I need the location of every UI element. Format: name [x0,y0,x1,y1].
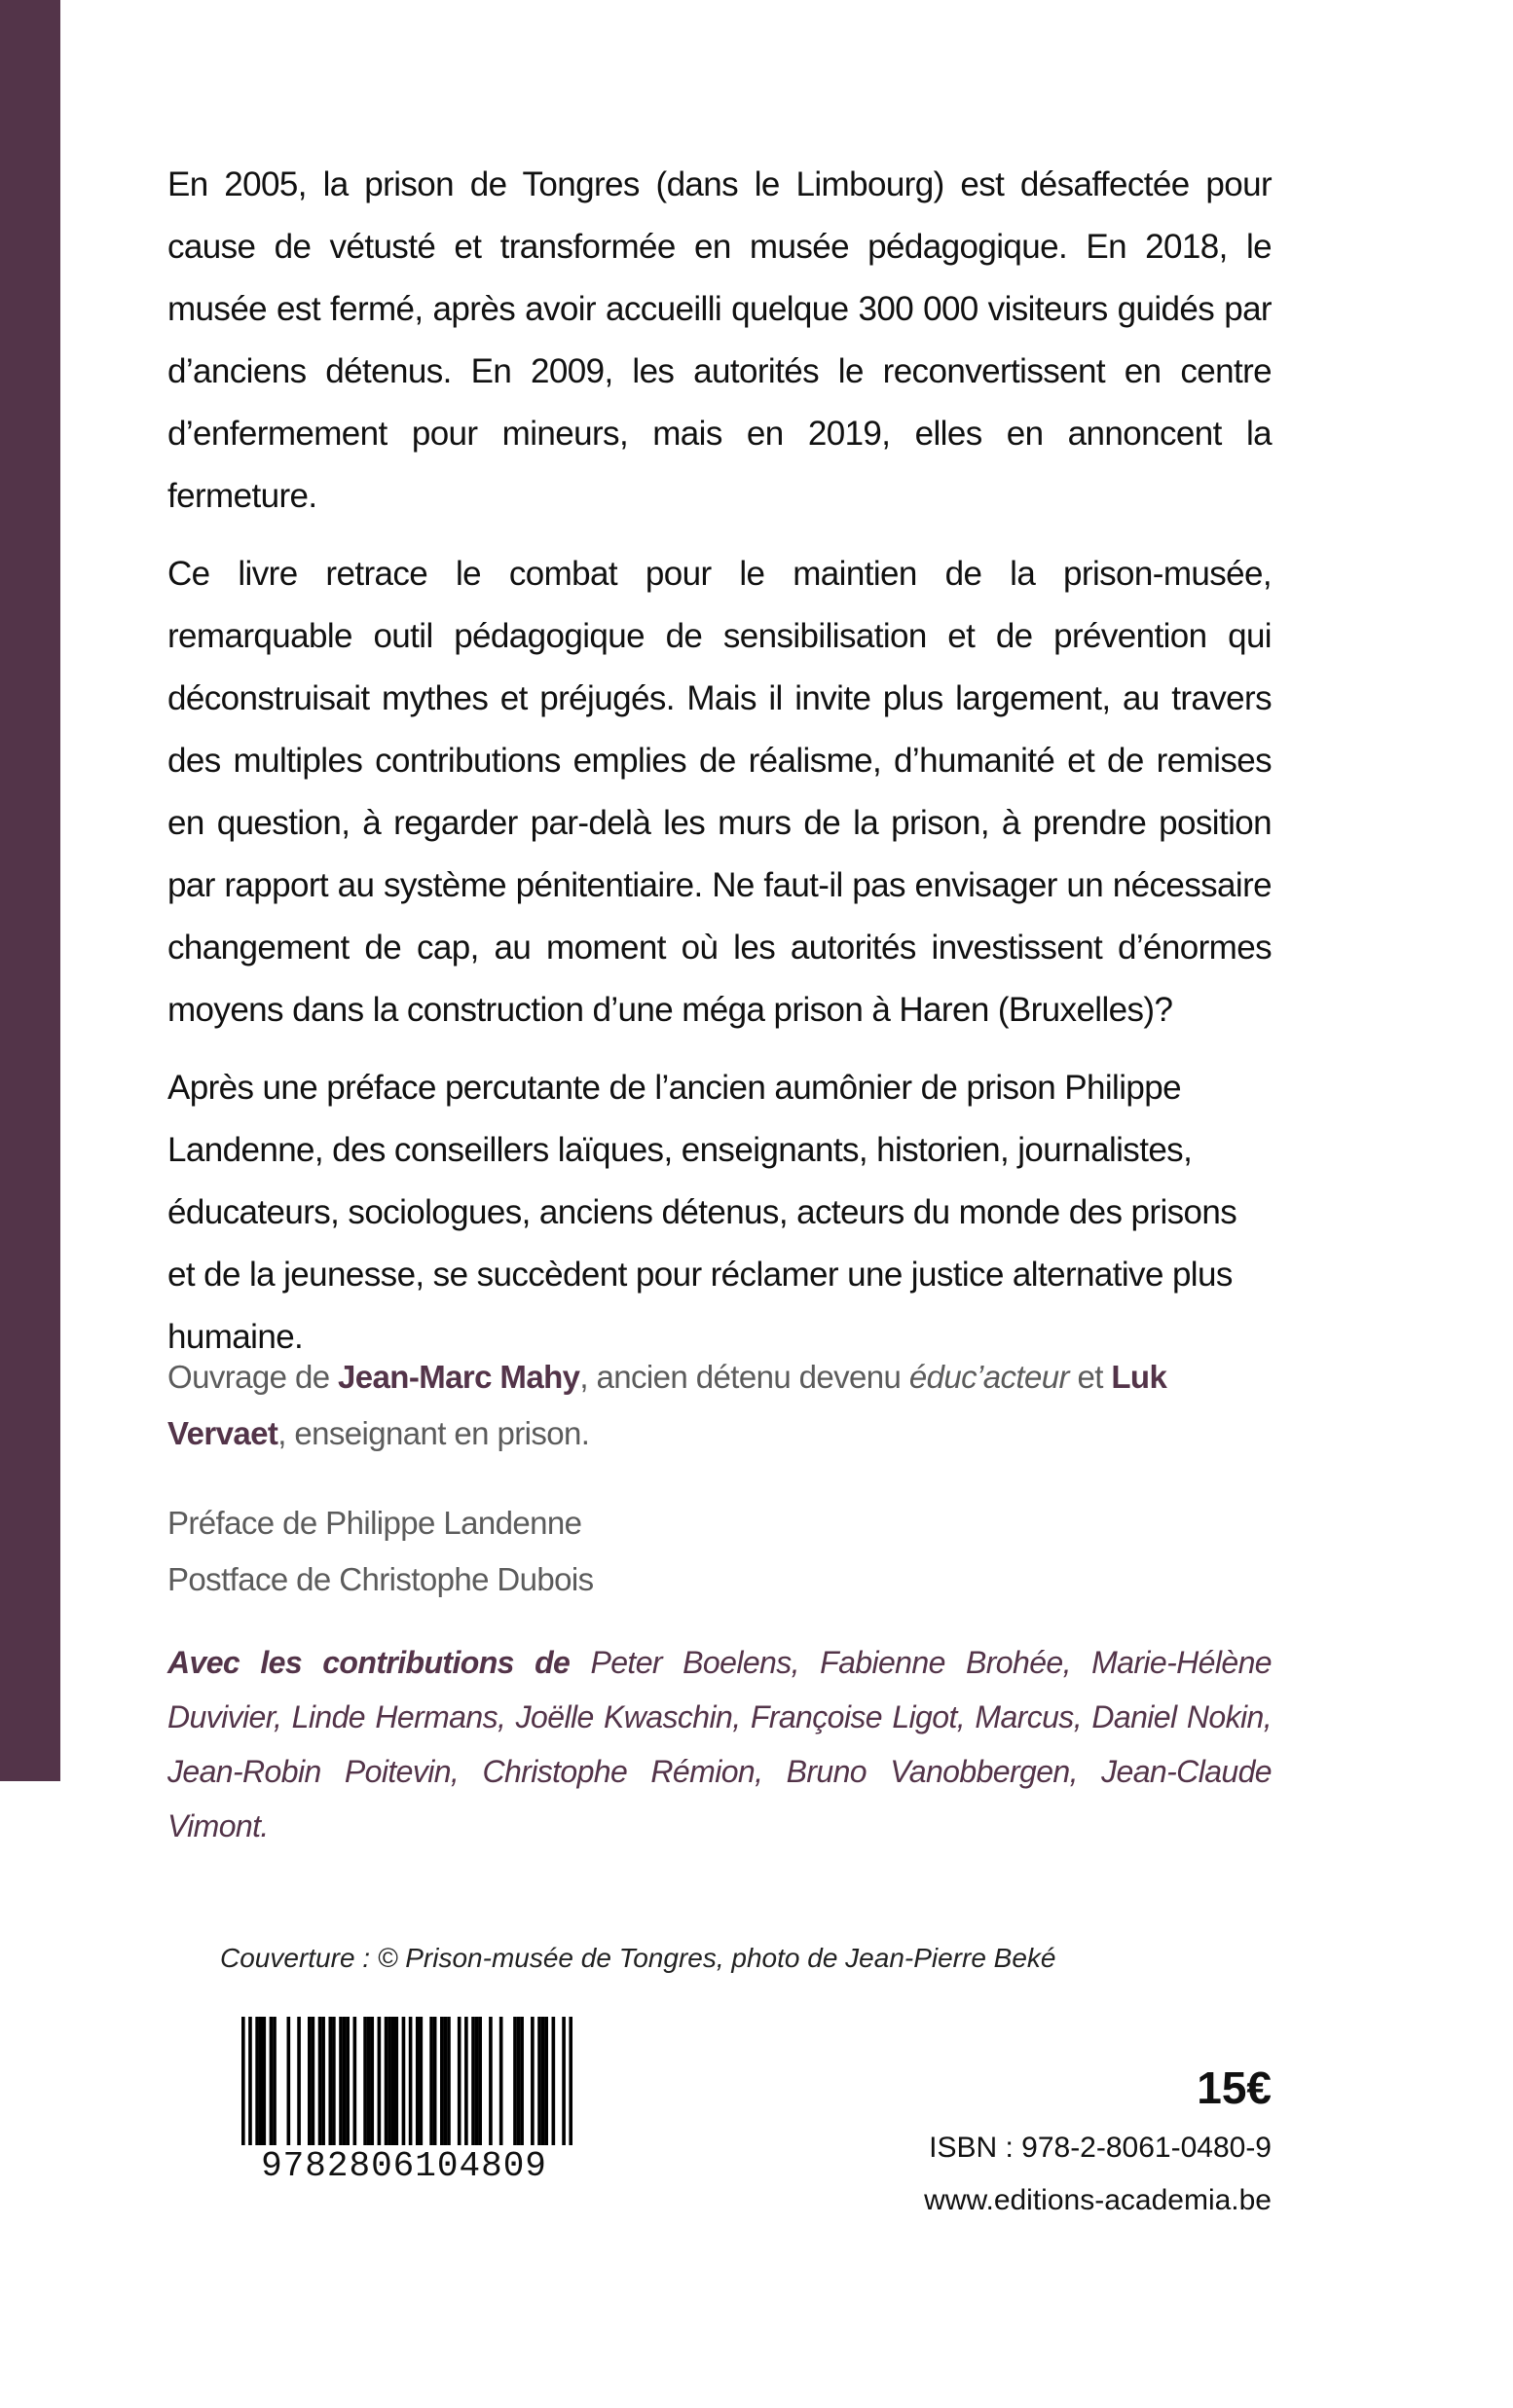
coauthor-name: Luk Vervaet [167,1359,1167,1451]
spine-color-bar [0,0,60,1781]
authors-mid: , ancien détenu devenu [579,1359,909,1395]
back-cover-blurb [167,154,1272,1384]
publisher-website: www.editions-academia.be [924,2184,1272,2216]
blurb-paragraph-1: En 2005, la prison de Tongres (dans le Limbourg) est désaffectée pour cause de vétusté et transformée en musée pédagogique. En 2018, le musée est fermé, après avoir accueilli quelque 300 000 visiteurs guidés par d’anciens détenus. En 2009, les autorités le reconvertissent en centre d’enfermement pour mineurs, mais en 2019, elles en annoncent la fermeture. [167,165,1272,515]
isbn-number: ISBN : 978-2-8061-0480-9 [929,2132,1272,2164]
blurb-paragraph-2: Ce livre retrace le combat pour le maintien de la prison-musée, remarquable outil pédagogique de sensibilisation et de prévention qui déconstruisait mythes et préjugés. Mais il invite plus largement, au travers des multiples contributions emplies de réalisme, d’humanité et de remises en question, à regarder par-delà les murs de la prison, à prendre position par rapport au système pénitentiaire. Ne faut-il pas envisager un nécessaire changement de cap, au moment où les autorités investissent d’énormes moyens dans la construction d’une méga prison à Haren (Bruxelles)? [167,555,1272,1029]
credits-block [167,1349,1272,1608]
author-name: Jean-Marc Mahy [338,1359,580,1395]
barcode-digits: 9782806104809 [226,2145,582,2188]
price: 15€ [1197,2062,1272,2113]
authors-conjunction: et [1068,1359,1112,1395]
contributors-lead: Avec les contributions de [167,1645,571,1680]
authors-line [167,1349,1272,1462]
author-role: éduc’acteur [908,1359,1069,1395]
contributors-names: Peter Boelens, Fabienne Brohée, Marie-Hélène Duvivier, Linde Hermans, Joëlle Kwaschin, Françoise Ligot, Marcus, Daniel Nokin, Jean-Robin Poitevin, Christophe Rémion, Bruno Vanobbergen, Jean-Claude Vimont. [167,1645,1272,1843]
authors-prefix: Ouvrage de [167,1359,339,1395]
contributors-block [167,1635,1272,1853]
preface-line: Préface de Philippe Landenne [167,1505,582,1541]
postface-line: Postface de Christophe Dubois [167,1561,594,1597]
authors-suffix: , enseignant en prison. [277,1415,590,1451]
cover-photo-credit: Couverture : © Prison-musée de Tongres, photo de Jean-Pierre Beké [220,1943,1056,1973]
blurb-paragraph-3: Après une préface percutante de l’ancien aumônier de prison Philippe Landenne, des conseillers laïques, enseignants, historien, journalistes, éducateurs, sociologues, anciens détenus, acteurs du monde des prisons et de la jeunesse, se succèdent pour réclamer une justice alternative plus humaine. [167,1069,1237,1356]
